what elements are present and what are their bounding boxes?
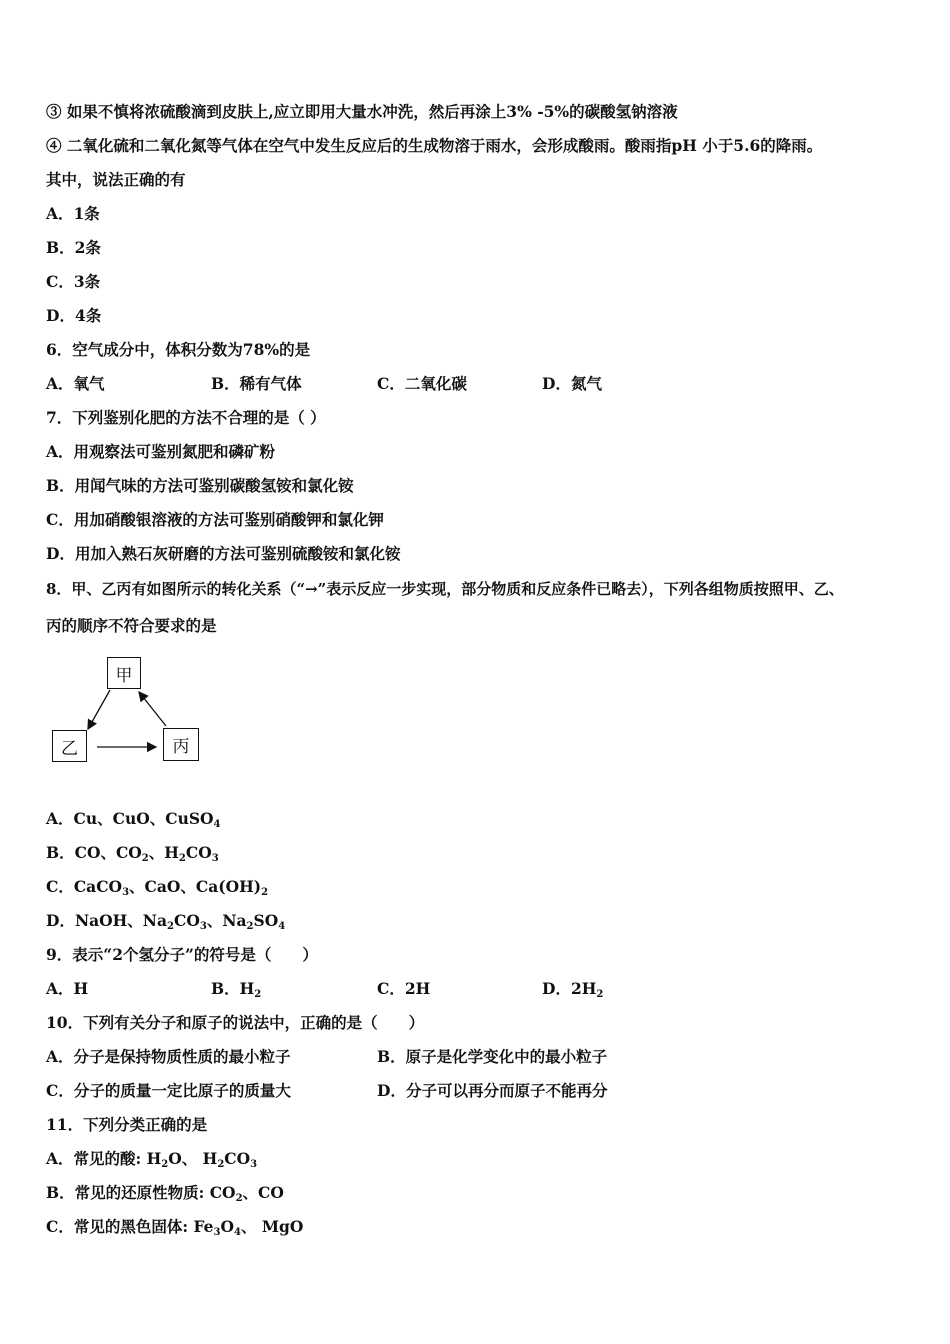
statement-3: ③ 如果不慎将浓硫酸滴到皮肤上,应立即用大量水冲洗，然后再涂上3% -5%的碳酸氢钠溶液 [46,102,678,121]
q8-option-b: B．CO、$CO_2$、$H_2CO_3$ [46,843,219,864]
q7-option-a: A．用观察法可鉴别氮肥和磷矿粉 [46,442,276,461]
statement-4: ④ 二氧化硫和二氧化氮等气体在空气中发生反应后的生成物溶于雨水，会形成酸雨。酸雨指pH 小于5.6的降雨。 [46,136,823,155]
q6-option-c: C．二氧化碳 [377,374,467,393]
option-b: B．2条 [46,238,101,257]
option-d: D．4条 [46,306,102,325]
q10-option-d: D．分子可以再分而原子不能再分 [377,1081,608,1100]
q10-stem: 10．下列有关分子和原子的说法中，正确的是（ ） [46,1013,425,1032]
q9-stem: 9．表示“2个氢分子”的符号是（ ） [46,945,318,964]
q7-stem: 7．下列鉴别化肥的方法不合理的是（ ） [46,408,326,427]
q11-stem: 11．下列分类正确的是 [46,1115,208,1134]
box-bing: 丙 [163,728,199,761]
q7-option-b: B．用闻气味的方法可鉴别碳酸氢铵和氯化铵 [46,476,354,495]
q10-option-a: A．分子是保持物质性质的最小粒子 [46,1047,291,1066]
option-c: C．3条 [46,272,101,291]
arrow-jia-to-yi [88,690,110,729]
q10-option-c: C．分子的质量一定比原子的质量大 [46,1081,291,1100]
q6-option-b: B．稀有气体 [211,374,302,393]
q8-option-d: D．NaOH、$Na_2CO_3$、$Na_2SO_4$ [46,911,286,932]
q11-option-a: A．常见的酸: $H_2O$、 $H_2CO_3$ [46,1149,258,1170]
q8-option-a: A．Cu、CuO、CuSO$_4$ [46,809,221,830]
q9-option-d: D．$2H_2$ [542,979,604,1000]
q10-option-b: B．原子是化学变化中的最小粒子 [377,1047,608,1066]
q7-option-d: D．用加入熟石灰研磨的方法可鉴别硫酸铵和氯化铵 [46,544,401,563]
q6-stem: 6．空气成分中，体积分数为78%的是 [46,340,311,359]
option-a: A．1条 [46,204,100,223]
q9-option-b: B．$H_2$ [211,979,262,1000]
q6-option-d: D．氮气 [542,374,602,393]
q8-stem-line1: 8．甲、乙丙有如图所示的转化关系（“→”表示反应一步实现，部分物质和反应条件已略去），下列各组物质按照甲、乙、 [46,580,844,598]
box-jia: 甲 [107,657,141,689]
q11-option-c: C．常见的黑色固体: $Fe_3O_4$、 MgO [46,1217,304,1238]
arrow-bing-to-jia [139,692,166,726]
box-yi: 乙 [52,730,87,762]
q8-stem-line2: 丙的顺序不符合要求的是 [46,616,217,635]
q8-option-c: C．CaCO$_3$、CaO、$Ca(OH)_2$ [46,877,269,898]
question-prompt: 其中，说法正确的有 [46,170,186,189]
q9-option-c: C．2H [377,979,431,998]
q9-option-a: A．H [46,979,89,998]
q7-option-c: C．用加硝酸银溶液的方法可鉴别硝酸钾和氯化钾 [46,510,384,529]
q11-option-b: B．常见的还原性物质: $CO_2$、CO [46,1183,284,1204]
q6-option-a: A．氧气 [46,374,105,393]
